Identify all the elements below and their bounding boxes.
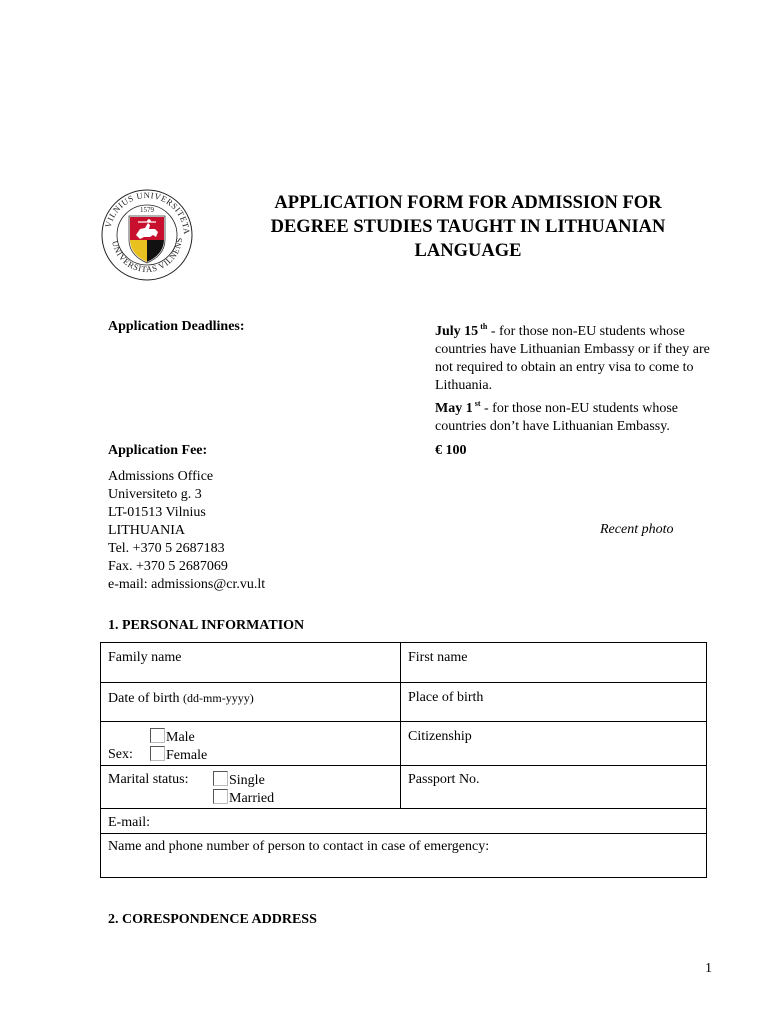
male-label: Male bbox=[166, 730, 195, 745]
male-checkbox[interactable] bbox=[150, 728, 165, 743]
may-deadline-sup: st bbox=[474, 399, 481, 408]
office-line: LITHUANIA bbox=[108, 523, 185, 538]
office-line: Fax. +370 5 2687069 bbox=[108, 559, 228, 574]
july-deadline-text: - for those non-EU students whose countries have Lithuanian Embassy or if they are not required to obtain an entry visa to come to Lithuania. bbox=[435, 324, 710, 393]
first-name-label: First name bbox=[408, 650, 468, 665]
svg-text:UNIVERSITAS VILNENSIS: UNIVERSITAS VILNENS bbox=[110, 236, 185, 275]
recent-photo-label: Recent photo bbox=[600, 522, 674, 537]
may-deadline-date: May 1 bbox=[435, 401, 473, 416]
marital-status-label: Marital status: bbox=[108, 772, 189, 787]
form-title-line-1: APPLICATION FORM FOR ADMISSION FOR bbox=[274, 193, 662, 213]
personal-information-table bbox=[100, 642, 707, 878]
citizenship-label: Citizenship bbox=[408, 729, 472, 744]
first-name-field[interactable] bbox=[401, 643, 707, 683]
place-of-birth-field[interactable] bbox=[401, 683, 707, 722]
citizenship-field[interactable] bbox=[401, 722, 707, 766]
svg-text:VILNIUS UNIVERSITETAS: VILNIUS UNIVERSITETA bbox=[102, 189, 193, 236]
family-name-field[interactable] bbox=[101, 643, 401, 683]
deadlines-label: Application Deadlines: bbox=[108, 319, 245, 334]
passport-number-label: Passport No. bbox=[408, 772, 480, 787]
office-line: Admissions Office bbox=[108, 469, 214, 484]
section-1-heading: 1. PERSONAL INFORMATION bbox=[108, 618, 305, 633]
email-label: E-mail: bbox=[108, 815, 150, 830]
july-deadline-sup: th bbox=[480, 322, 488, 331]
office-line: e-mail: admissions@cr.vu.lt bbox=[108, 577, 266, 592]
july-deadline-date: July 15 bbox=[435, 324, 479, 339]
single-label: Single bbox=[229, 773, 265, 788]
form-title-line-2: DEGREE STUDIES TAUGHT IN LITHUANIAN bbox=[270, 217, 666, 237]
admissions-office-address bbox=[108, 468, 265, 594]
emergency-contact-field[interactable] bbox=[101, 834, 707, 878]
date-of-birth-label: Date of birth bbox=[108, 691, 180, 706]
fee-value: € 100 bbox=[435, 443, 467, 458]
emergency-contact-label: Name and phone number of person to contact in case of emergency: bbox=[108, 839, 490, 854]
email-field[interactable] bbox=[101, 809, 707, 834]
sex-field bbox=[101, 722, 401, 766]
form-title bbox=[238, 191, 698, 263]
office-line: Tel. +370 5 2687183 bbox=[108, 541, 225, 556]
marital-status-field bbox=[101, 766, 401, 809]
fee-label: Application Fee: bbox=[108, 443, 208, 458]
may-deadline-text: - for those non-EU students whose countries don’t have Lithuanian Embassy. bbox=[435, 401, 679, 434]
section-2-heading: 2. CORESPONDENCE ADDRESS bbox=[108, 912, 317, 927]
female-checkbox[interactable] bbox=[150, 746, 165, 761]
family-name-label: Family name bbox=[108, 650, 182, 665]
place-of-birth-label: Place of birth bbox=[408, 690, 484, 705]
university-seal-logo bbox=[100, 185, 194, 285]
married-checkbox[interactable] bbox=[213, 789, 228, 804]
sex-label: Sex: bbox=[108, 747, 133, 762]
married-label: Married bbox=[229, 791, 275, 806]
deadlines-text bbox=[435, 318, 715, 436]
date-of-birth-hint: (dd-mm-yyyy) bbox=[183, 691, 254, 705]
office-line: Universiteto g. 3 bbox=[108, 487, 202, 502]
single-checkbox[interactable] bbox=[213, 771, 228, 786]
form-title-line-3: LANGUAGE bbox=[414, 241, 522, 261]
seal-year: 1579 bbox=[140, 206, 154, 214]
page-number: 1 bbox=[705, 961, 712, 976]
office-line: LT-01513 Vilnius bbox=[108, 505, 206, 520]
date-of-birth-field[interactable] bbox=[101, 683, 401, 722]
female-label: Female bbox=[166, 748, 208, 763]
passport-number-field[interactable] bbox=[401, 766, 707, 809]
